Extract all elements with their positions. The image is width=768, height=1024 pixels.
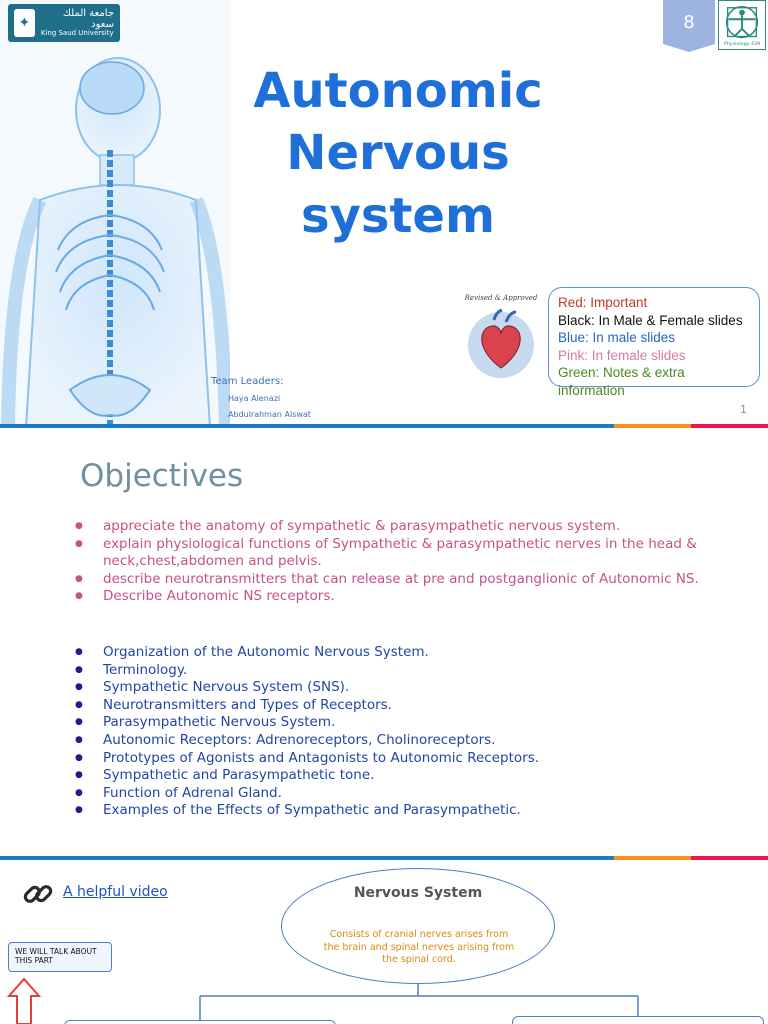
university-english-name: King Saud University bbox=[40, 29, 114, 38]
page-number: 1 bbox=[740, 403, 747, 416]
nervous-system-title: Nervous System bbox=[353, 885, 483, 901]
legend-blue: Blue: In male slides bbox=[558, 330, 676, 345]
nervous-system-slide bbox=[0, 864, 768, 1024]
anatomy-body-image bbox=[0, 0, 230, 428]
physiology-logo-text: Physiology 439 bbox=[723, 42, 761, 48]
objectives-slide bbox=[0, 432, 768, 860]
title-line: system bbox=[301, 187, 495, 244]
branch-node-left bbox=[64, 1020, 336, 1024]
talk-about-note: WE WILL TALK ABOUT THIS PART bbox=[8, 942, 112, 972]
palm-emblem-icon: ✦ bbox=[14, 9, 35, 37]
objective-item: ● describe neurotransmitters that can release at pre and postganglionic of Autonomic NS. bbox=[75, 571, 735, 589]
objective-item: ● Neurotransmitters and Types of Receptors. bbox=[75, 697, 735, 715]
objective-item: ● appreciate the anatomy of sympathetic & parasympathetic nervous system. bbox=[75, 518, 735, 536]
ksu-logo bbox=[8, 4, 120, 42]
objective-item: ● explain physiological functions of Sympathetic & parasympathetic nerves in the head & neck,chest,abdomen and pelvis. bbox=[75, 536, 735, 571]
nervous-system-description: Consists of cranial nerves arises from the brain and spinal nerves arising from the spinal cord. bbox=[323, 929, 515, 965]
objective-item: ● Sympathetic Nervous System (SNS). bbox=[75, 679, 735, 697]
physiology-logo bbox=[718, 0, 766, 50]
title-slide bbox=[0, 0, 768, 428]
objective-item: ● Autonomic Receptors: Adrenoreceptors, Cholinoreceptors. bbox=[75, 732, 735, 750]
objective-item: ● Terminology. bbox=[75, 662, 735, 680]
revised-approved-heart-badge bbox=[456, 290, 546, 390]
revised-badge-text: Revised & Approved bbox=[464, 294, 538, 302]
legend-black: Black: In Male & Female slides bbox=[558, 312, 743, 328]
legend-pink: Pink: In female slides bbox=[558, 347, 686, 363]
color-legend bbox=[548, 287, 760, 398]
chain-link-icon[interactable] bbox=[20, 876, 56, 912]
objective-item: ● Organization of the Autonomic Nervous System. bbox=[75, 644, 735, 662]
team-leaders-label: Team Leaders: bbox=[211, 376, 284, 387]
female-objectives-list bbox=[75, 518, 735, 606]
helpful-video-link[interactable]: A helpful video bbox=[63, 884, 168, 900]
branch-node-right bbox=[512, 1016, 764, 1024]
objective-item: ● Prototypes of Agonists and Antagonists to Autonomic Receptors. bbox=[75, 750, 735, 768]
slide-divider-stripe bbox=[0, 856, 768, 860]
legend-green: Green: Notes & extra information bbox=[558, 365, 685, 398]
male-objectives-list bbox=[75, 644, 735, 820]
objective-item: ● Describe Autonomic NS receptors. bbox=[75, 588, 735, 606]
team-leader-name: Abdulrahman Alswat bbox=[228, 410, 311, 419]
nervous-system-node bbox=[281, 868, 555, 984]
slide-divider-stripe bbox=[0, 424, 768, 428]
lecture-title bbox=[238, 60, 558, 247]
lecture-number-badge: 8 bbox=[663, 0, 715, 44]
title-line: Nervous bbox=[286, 125, 510, 182]
objective-item: ● Parasympathetic Nervous System. bbox=[75, 714, 735, 732]
university-arabic-name: جامعة الملك سعود bbox=[62, 8, 114, 31]
objectives-heading: Objectives bbox=[80, 458, 244, 494]
objective-item: ● Function of Adrenal Gland. bbox=[75, 785, 735, 803]
objective-item: ● Examples of the Effects of Sympathetic and Parasympathetic. bbox=[75, 802, 735, 820]
legend-red: Red: Important bbox=[558, 295, 648, 310]
team-leader-name: Haya Alenazi bbox=[228, 394, 281, 403]
vitruvian-man-icon bbox=[719, 1, 765, 49]
title-line: Autonomic bbox=[253, 63, 543, 119]
objective-item: ● Sympathetic and Parasympathetic tone. bbox=[75, 767, 735, 785]
